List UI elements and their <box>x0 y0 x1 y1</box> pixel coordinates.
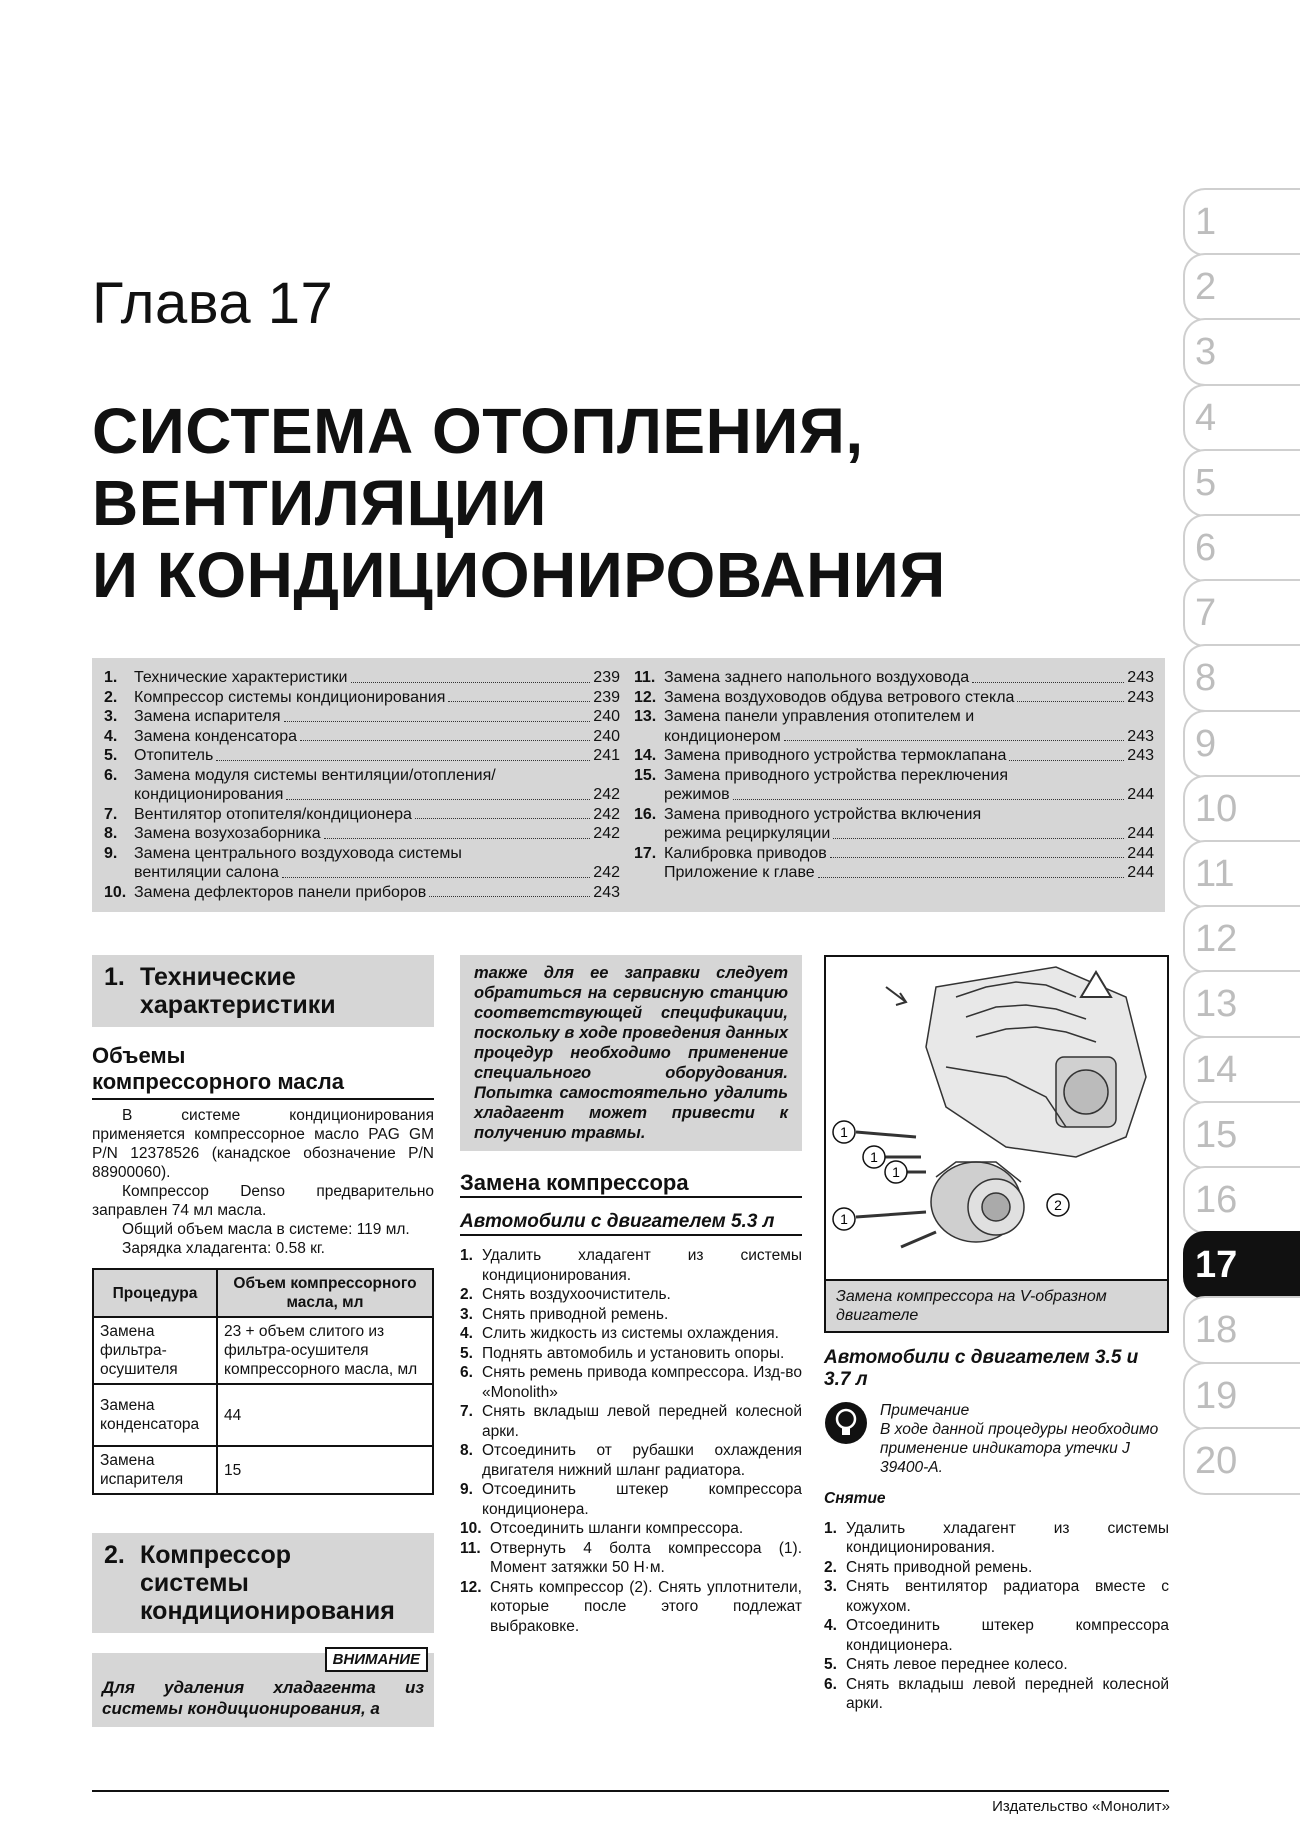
section-number: 1. <box>104 963 125 991</box>
paragraph: Зарядка хладагента: 0.58 кг. <box>122 1240 325 1257</box>
table-cell: Замена конденсатора <box>93 1384 217 1446</box>
step-item <box>460 1246 802 1285</box>
callout-label: 1 <box>870 1149 878 1165</box>
step-number: 12. <box>460 1578 482 1596</box>
toc-text: Замена возухозаборника <box>134 825 321 842</box>
step-number: 1. <box>824 1519 837 1537</box>
warning-continuation: также для ее заправки следует обратиться на сервисную станцию соответствующей спецификации, поскольку в ходе проведения данных процедур необходимо применение специального оборудования. Попытка самостоятельно удалить хладагент может привести к получению травмы. <box>460 955 802 1151</box>
step-text: Снять ремень привода компрессора. Изд-во «Monolith» <box>482 1364 802 1401</box>
chapter-tab-9[interactable]: 9 <box>1183 710 1300 778</box>
toc-line <box>664 805 1154 825</box>
chapter-tab-13[interactable]: 13 <box>1183 970 1300 1038</box>
toc-entry-body <box>134 707 620 727</box>
warning-text: Для удаления хладагента из системы кондиционирования, а <box>102 1678 424 1718</box>
toc-leader <box>351 682 591 683</box>
toc-line <box>664 727 1154 747</box>
toc-entry <box>634 688 1154 708</box>
toc-leader <box>284 721 591 722</box>
chapter-tab-14[interactable]: 14 <box>1183 1036 1300 1104</box>
callout-label: 1 <box>840 1124 848 1140</box>
toc-entry <box>634 805 1154 844</box>
toc-entry <box>104 707 620 727</box>
toc-entry <box>634 668 1154 688</box>
toc-number: 4. <box>104 727 118 745</box>
toc-text: Компрессор системы кондиционирования <box>134 688 446 706</box>
column-1 <box>92 955 434 1727</box>
table-cell: 44 <box>217 1384 433 1446</box>
step-item <box>460 1344 802 1364</box>
chapter-tab-11[interactable]: 11 <box>1183 840 1300 908</box>
chapter-tab-4[interactable]: 4 <box>1183 384 1300 452</box>
toc-number: 13. <box>634 708 657 725</box>
step-text: Удалить хладагент из системы кондиционирования. <box>846 1519 1169 1556</box>
toc-number: 2. <box>104 688 118 706</box>
subheading-oil <box>92 1043 434 1100</box>
removal-subheading: Снятие <box>824 1490 886 1507</box>
chapter-tab-19[interactable]: 19 <box>1183 1362 1300 1430</box>
toc-leader <box>415 818 590 819</box>
step-text: Отсоединить шланги компрессора. <box>490 1520 744 1537</box>
section-1-heading <box>92 955 434 1027</box>
toc-number: 11. <box>634 669 656 686</box>
step-item <box>460 1539 802 1578</box>
step-text: Снять приводной ремень. <box>482 1305 669 1323</box>
toc-line <box>664 668 1154 688</box>
toc-line <box>134 883 620 903</box>
toc-entry-body <box>664 688 1154 708</box>
paragraph: В системе кондиционирования применяется компрессорное масло PAG GM P/N 12378526 (канадское обозначение P/N 88900060). <box>92 1107 434 1181</box>
column-3 <box>824 955 1169 1714</box>
toc-entry <box>104 824 620 844</box>
step-text: Снять вкладыш левой передней колесной арки. <box>482 1403 802 1440</box>
step-item <box>460 1305 802 1325</box>
toc-entry-body <box>134 805 620 825</box>
title-line: ВЕНТИЛЯЦИИ <box>92 467 547 539</box>
note-label: Примечание <box>880 1402 970 1419</box>
toc-text: Замена центрального воздуховода системы <box>134 844 462 862</box>
step-item <box>824 1616 1169 1655</box>
toc-leader <box>784 740 1125 741</box>
toc-line <box>664 746 1154 766</box>
toc-line <box>134 805 620 825</box>
procedure-steps <box>460 1246 802 1636</box>
title-line: СИСТЕМА ОТОПЛЕНИЯ, <box>92 395 864 467</box>
table-cell: 15 <box>217 1446 433 1494</box>
toc-leader <box>216 760 590 761</box>
chapter-tab-5[interactable]: 5 <box>1183 449 1300 517</box>
table-of-contents <box>92 658 1165 912</box>
toc-line <box>134 727 620 747</box>
toc-line <box>664 844 1154 864</box>
toc-text: Замена приводного устройства переключения <box>664 766 1008 784</box>
section-title: системы <box>140 1569 249 1597</box>
toc-page: 240 <box>593 727 620 745</box>
chapter-tab-8[interactable]: 8 <box>1183 644 1300 712</box>
toc-entry <box>634 746 1154 766</box>
toc-line <box>134 746 620 766</box>
figure-caption: Замена компрессора на V-образном двигателе <box>824 1281 1169 1333</box>
toc-page: 240 <box>593 708 620 725</box>
toc-text: Приложение к главе <box>664 864 815 881</box>
toc-column-left <box>104 668 620 902</box>
step-item <box>460 1285 802 1305</box>
toc-page: 243 <box>1127 727 1154 745</box>
toc-line <box>134 863 620 883</box>
step-text: Отвернуть 4 болта компрессора (1). Момент затяжки 50 Н·м. <box>490 1539 802 1576</box>
toc-page: 244 <box>1127 844 1154 862</box>
step-number: 6. <box>460 1364 473 1381</box>
toc-leader <box>1009 760 1124 761</box>
toc-text: кондиционером <box>664 727 781 745</box>
toc-entry <box>104 727 620 747</box>
toc-number: 12. <box>634 688 657 706</box>
toc-entry-body <box>664 746 1154 766</box>
section-title: Технические <box>140 963 296 991</box>
step-text: Снять вкладыш левой передней колесной арки. <box>846 1675 1169 1712</box>
vehicle-subheading: Автомобили с двигателем 3.5 и 3.7 л <box>824 1347 1139 1390</box>
step-text: Удалить хладагент из системы кондиционирования. <box>482 1247 802 1284</box>
step-number: 9. <box>460 1481 473 1498</box>
toc-page: 243 <box>593 883 620 901</box>
toc-number: 8. <box>104 825 118 842</box>
toc-entry <box>104 805 620 825</box>
toc-leader <box>282 877 590 878</box>
toc-entry <box>104 746 620 766</box>
toc-number: 15. <box>634 766 657 784</box>
toc-leader <box>300 740 590 741</box>
table-header: Объем компрессорного масла, мл <box>217 1269 433 1317</box>
toc-text: Замена заднего напольного воздуховода <box>664 669 970 686</box>
step-item <box>824 1577 1169 1616</box>
toc-entry-body <box>134 668 620 688</box>
toc-text: Замена воздуховодов обдува ветрового стекла <box>664 688 1015 706</box>
step-item <box>460 1480 802 1519</box>
toc-line <box>134 785 620 805</box>
toc-text: Замена конденсатора <box>134 727 298 745</box>
toc-text: Замена испарителя <box>134 708 281 725</box>
toc-line <box>664 785 1154 805</box>
table-row <box>93 1384 433 1446</box>
step-number: 3. <box>824 1578 837 1595</box>
toc-number: 1. <box>104 669 118 686</box>
toc-entry-body <box>664 668 1154 688</box>
toc-leader <box>324 838 591 839</box>
toc-number: 16. <box>634 805 657 823</box>
step-number: 3. <box>460 1305 473 1323</box>
paragraph: Общий объем масла в системе: 119 мл. <box>122 1221 410 1238</box>
callout-label: 1 <box>840 1211 848 1227</box>
callout-label: 2 <box>1054 1197 1062 1213</box>
toc-number: 6. <box>104 766 118 784</box>
toc-page: 244 <box>1127 864 1154 881</box>
step-number: 7. <box>460 1403 473 1420</box>
toc-leader <box>448 701 590 702</box>
procedure-steps <box>824 1519 1169 1714</box>
step-text: Снять вентилятор радиатора вместе с кожухом. <box>846 1578 1169 1615</box>
chapter-tab-6[interactable]: 6 <box>1183 514 1300 582</box>
toc-text: Отопитель <box>134 747 214 764</box>
section-title: Компрессор <box>140 1541 291 1569</box>
chapter-tab-1[interactable]: 1 <box>1183 188 1300 256</box>
note-text: В ходе данной процедуры необходимо применение индикатора утечки J 39400-A. <box>880 1421 1159 1476</box>
lightbulb-icon <box>824 1401 880 1477</box>
vehicle-subheading: Автомобили с двигателем 5.3 л <box>460 1212 802 1237</box>
engine-illustration <box>826 957 1167 1275</box>
step-item <box>460 1578 802 1637</box>
step-number: 8. <box>460 1442 473 1459</box>
toc-number: 5. <box>104 747 118 764</box>
table-cell: 23 + объем слитого из фильтра-осушителя компрессорного масла, мл <box>217 1317 433 1384</box>
step-item <box>460 1324 802 1344</box>
step-number: 6. <box>824 1675 837 1693</box>
publisher-footer: Издательство «Монолит» <box>992 1798 1170 1815</box>
toc-entry-body <box>134 844 620 883</box>
chapter-tab-16[interactable]: 16 <box>1183 1166 1300 1234</box>
step-number: 5. <box>460 1344 473 1362</box>
step-text: Поднять автомобиль и установить опоры. <box>482 1344 785 1362</box>
step-text: Отсоединить от рубашки охлаждения двигателя нижний шланг радиатора. <box>482 1442 802 1479</box>
chapter-tab-10[interactable]: 10 <box>1183 775 1300 843</box>
toc-page: 242 <box>593 786 620 803</box>
toc-line <box>664 863 1154 883</box>
step-number: 4. <box>460 1325 473 1342</box>
toc-page: 243 <box>1127 688 1154 706</box>
toc-entry-body <box>134 824 620 844</box>
column-2 <box>460 955 802 1636</box>
step-number: 11. <box>460 1539 481 1557</box>
step-number: 1. <box>460 1247 473 1264</box>
chapter-title <box>92 395 946 611</box>
toc-page: 242 <box>593 864 620 881</box>
toc-number: 9. <box>104 844 118 862</box>
step-text: Отсоединить штекер компрессора кондиционера. <box>846 1617 1169 1654</box>
toc-entry <box>104 883 620 903</box>
toc-entry <box>634 863 1154 883</box>
table-row <box>93 1317 433 1384</box>
toc-entry <box>634 707 1154 746</box>
toc-line <box>134 766 620 786</box>
toc-text: Технические характеристики <box>134 669 348 686</box>
toc-line <box>134 688 620 708</box>
chapter-tab-18[interactable]: 18 <box>1183 1296 1300 1364</box>
toc-entry-body <box>134 746 620 766</box>
toc-leader <box>733 799 1125 800</box>
toc-leader <box>1017 701 1124 702</box>
step-number: 4. <box>824 1617 837 1634</box>
chapter-tab-17[interactable]: 17 <box>1183 1231 1300 1299</box>
toc-leader <box>830 857 1125 858</box>
step-text: Слить жидкость из системы охлаждения. <box>482 1325 779 1342</box>
toc-text: Вентилятор отопителя/кондиционера <box>134 805 412 823</box>
toc-entry <box>104 766 620 805</box>
step-item <box>460 1402 802 1441</box>
toc-leader <box>833 838 1124 839</box>
toc-entry-body <box>134 727 620 747</box>
toc-text: Замена приводного устройства включения <box>664 805 982 823</box>
toc-page: 244 <box>1127 786 1154 803</box>
toc-entry-body <box>664 805 1154 844</box>
toc-line <box>134 824 620 844</box>
toc-entry-body <box>664 863 1154 883</box>
step-number: 5. <box>824 1656 837 1673</box>
toc-text: Замена панели управления отопителем и <box>664 708 975 725</box>
toc-page: 242 <box>593 805 620 823</box>
step-number: 10. <box>460 1520 482 1537</box>
paragraph: Компрессор Denso предварительно заправлен 74 мл масла. <box>92 1183 434 1219</box>
section-title: характеристики <box>140 991 336 1019</box>
subheading-line: Объемы <box>92 1043 186 1068</box>
chapter-tab-3[interactable]: 3 <box>1183 318 1300 386</box>
toc-line <box>134 844 620 864</box>
toc-text: Замена приводного устройства термоклапана <box>664 747 1007 764</box>
toc-text: кондиционирования <box>134 786 284 803</box>
step-text: Снять компрессор (2). Снять уплотнители, которые после этого подлежат выбраковке. <box>490 1578 802 1635</box>
compressor-figure <box>824 955 1169 1281</box>
toc-entry-body <box>134 883 620 903</box>
step-number: 2. <box>460 1286 473 1303</box>
footer-divider <box>92 1790 1169 1792</box>
toc-entry-body <box>134 766 620 805</box>
toc-number: 14. <box>634 747 657 764</box>
step-item <box>824 1655 1169 1675</box>
section-number: 2. <box>104 1541 125 1569</box>
toc-line <box>134 707 620 727</box>
toc-leader <box>818 877 1125 878</box>
toc-text: вентиляции салона <box>134 864 279 881</box>
toc-number: 10. <box>104 883 127 901</box>
step-number: 2. <box>824 1558 837 1576</box>
toc-entry <box>104 668 620 688</box>
step-item <box>824 1519 1169 1558</box>
step-text: Снять левое переднее колесо. <box>846 1656 1068 1673</box>
subheading-line: компрессорного масла <box>92 1069 344 1094</box>
table-row <box>93 1446 433 1494</box>
toc-entry <box>634 766 1154 805</box>
toc-page: 243 <box>1127 669 1154 686</box>
toc-entry-body <box>134 688 620 708</box>
toc-entry <box>104 688 620 708</box>
toc-entry <box>634 844 1154 864</box>
step-text: Снять воздухоочиститель. <box>482 1286 671 1303</box>
toc-number <box>634 863 664 883</box>
toc-text: режима рециркуляции <box>664 825 831 842</box>
replace-compressor-heading: Замена компрессора <box>460 1173 802 1198</box>
step-text: Снять приводной ремень. <box>846 1558 1033 1576</box>
chapter-tab-2[interactable]: 2 <box>1183 253 1300 321</box>
toc-page: 239 <box>593 688 620 706</box>
chapter-tab-7[interactable]: 7 <box>1183 579 1300 647</box>
toc-page: 243 <box>1127 747 1154 764</box>
table-cell: Замена фильтра-осушителя <box>93 1317 217 1384</box>
toc-line <box>664 707 1154 727</box>
toc-page: 241 <box>593 747 620 764</box>
toc-line <box>664 688 1154 708</box>
warning-box <box>92 1653 434 1727</box>
note-block <box>824 1401 1169 1477</box>
callout-label: 1 <box>892 1164 900 1180</box>
table-header: Процедура <box>93 1269 217 1317</box>
toc-entry-body <box>664 766 1154 805</box>
toc-line <box>134 668 620 688</box>
chapter-tab-20[interactable]: 20 <box>1183 1427 1300 1495</box>
section-title: кондиционирования <box>140 1597 395 1625</box>
table-cell: Замена испарителя <box>93 1446 217 1494</box>
toc-column-right <box>634 668 1154 883</box>
toc-text: режимов <box>664 786 730 803</box>
step-item <box>824 1675 1169 1714</box>
toc-page: 244 <box>1127 825 1154 842</box>
title-line: И КОНДИЦИОНИРОВАНИЯ <box>92 539 946 611</box>
toc-leader <box>429 896 590 897</box>
toc-entry-body <box>664 707 1154 746</box>
toc-number: 7. <box>104 805 118 823</box>
step-item <box>460 1441 802 1480</box>
step-item <box>824 1558 1169 1578</box>
toc-entry <box>104 844 620 883</box>
warning-label: ВНИМАНИЕ <box>325 1647 428 1672</box>
step-item <box>460 1363 802 1402</box>
toc-leader <box>286 799 590 800</box>
chapter-tab-12[interactable]: 12 <box>1183 905 1300 973</box>
chapter-tab-15[interactable]: 15 <box>1183 1101 1300 1169</box>
toc-line <box>664 824 1154 844</box>
toc-text: Калибровка приводов <box>664 844 827 862</box>
step-text: Отсоединить штекер компрессора кондиционера. <box>482 1481 802 1518</box>
step-item <box>460 1519 802 1539</box>
section-2-heading <box>92 1533 434 1633</box>
toc-leader <box>972 682 1124 683</box>
toc-text: Замена модуля системы вентиляции/отопления/ <box>134 766 496 784</box>
toc-line <box>664 766 1154 786</box>
oil-volume-table <box>92 1268 434 1495</box>
toc-page: 239 <box>593 669 620 686</box>
toc-number: 3. <box>104 708 118 725</box>
toc-number: 17. <box>634 844 657 862</box>
chapter-label: Глава 17 <box>92 271 334 336</box>
toc-page: 242 <box>593 825 620 842</box>
toc-text: Замена дефлекторов панели приборов <box>134 883 427 901</box>
toc-entry-body <box>664 844 1154 864</box>
